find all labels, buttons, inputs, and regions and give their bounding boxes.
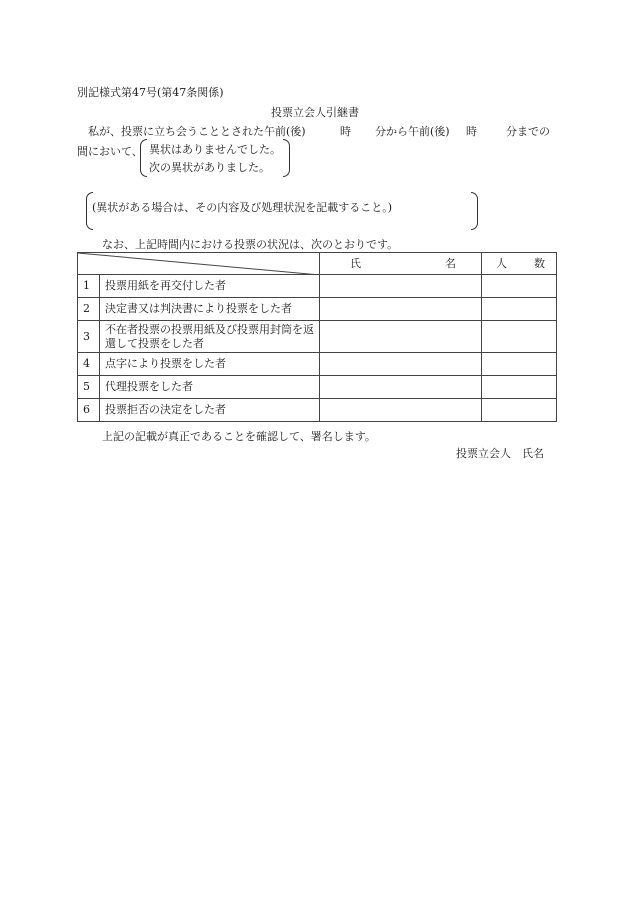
signature-line: 投票立会人 氏名: [456, 447, 544, 460]
left-bracket: [140, 139, 147, 177]
name-cell: [320, 376, 482, 399]
table-row: [78, 399, 557, 422]
row-number: 4: [78, 353, 100, 376]
diagonal-line: [78, 253, 320, 275]
header-name: [320, 253, 482, 275]
count-cell: [482, 353, 557, 376]
count-cell: [482, 399, 557, 422]
diagonal-header-cell: [78, 253, 320, 275]
name-cell: [320, 399, 482, 422]
name-cell: [320, 275, 482, 298]
table-row: [78, 353, 557, 376]
header-count: [482, 253, 557, 275]
form-number: 別記様式第47号(第47条関係): [77, 86, 224, 99]
paragraph-lead: 私が、投票に立ち会うこととされた午前(後): [88, 125, 306, 138]
name-cell: [320, 298, 482, 321]
table-row: [78, 376, 557, 399]
header-name-2: 名: [445, 257, 456, 270]
row-number: 3: [78, 321, 100, 353]
table-row: [78, 275, 557, 298]
paragraph-time-range: [88, 123, 558, 137]
option-no-incident: 異状はありませんでした。: [149, 143, 281, 156]
right-bracket: [283, 139, 290, 177]
option-incident: 次の異状がありました。: [149, 161, 270, 174]
row-number: 6: [78, 399, 100, 422]
table-row: [78, 298, 557, 321]
name-cell: [320, 353, 482, 376]
hour-label-1: 時: [340, 125, 351, 138]
right-bracket: [471, 192, 478, 230]
table-row: [78, 321, 557, 353]
count-cell: [482, 298, 557, 321]
closing-statement: 上記の記載が真正であることを確認して、署名します。: [102, 430, 376, 443]
document-title: 投票立会人引継書: [271, 106, 359, 119]
option-bracket-group: [140, 139, 290, 177]
row-number: 2: [78, 298, 100, 321]
incident-note: (異状がある場合は、その内容及び処理状況を記載すること。): [92, 201, 393, 214]
header-name-1: 氏: [350, 257, 361, 270]
row-label: 投票用紙を再交付した者: [100, 275, 320, 298]
row-label: 代理投票をした者: [100, 376, 320, 399]
paragraph-period: 間において、: [77, 145, 143, 158]
paragraph-tail: 分までの: [506, 125, 550, 138]
table-header-row: [78, 253, 557, 275]
voting-status-intro: なお、上記時間内における投票の状況は、次のとおりです。: [102, 238, 399, 251]
hour-label-2: 時: [466, 125, 477, 138]
row-label: 投票拒否の決定をした者: [100, 399, 320, 422]
name-cell: [320, 321, 482, 353]
header-count-2: 数: [534, 257, 545, 270]
row-number: 1: [78, 275, 100, 298]
row-label: 決定書又は判決書により投票をした者: [100, 298, 320, 321]
count-cell: [482, 321, 557, 353]
row-label: 不在者投票の投票用紙及び投票用封筒を返還して投票をした者: [100, 321, 320, 353]
header-count-1: 人: [496, 257, 507, 270]
row-label: 点字により投票をした者: [100, 353, 320, 376]
paragraph-mid: 分から午前(後): [375, 125, 450, 138]
count-cell: [482, 275, 557, 298]
count-cell: [482, 376, 557, 399]
row-number: 5: [78, 376, 100, 399]
voting-status-table: [77, 252, 557, 422]
